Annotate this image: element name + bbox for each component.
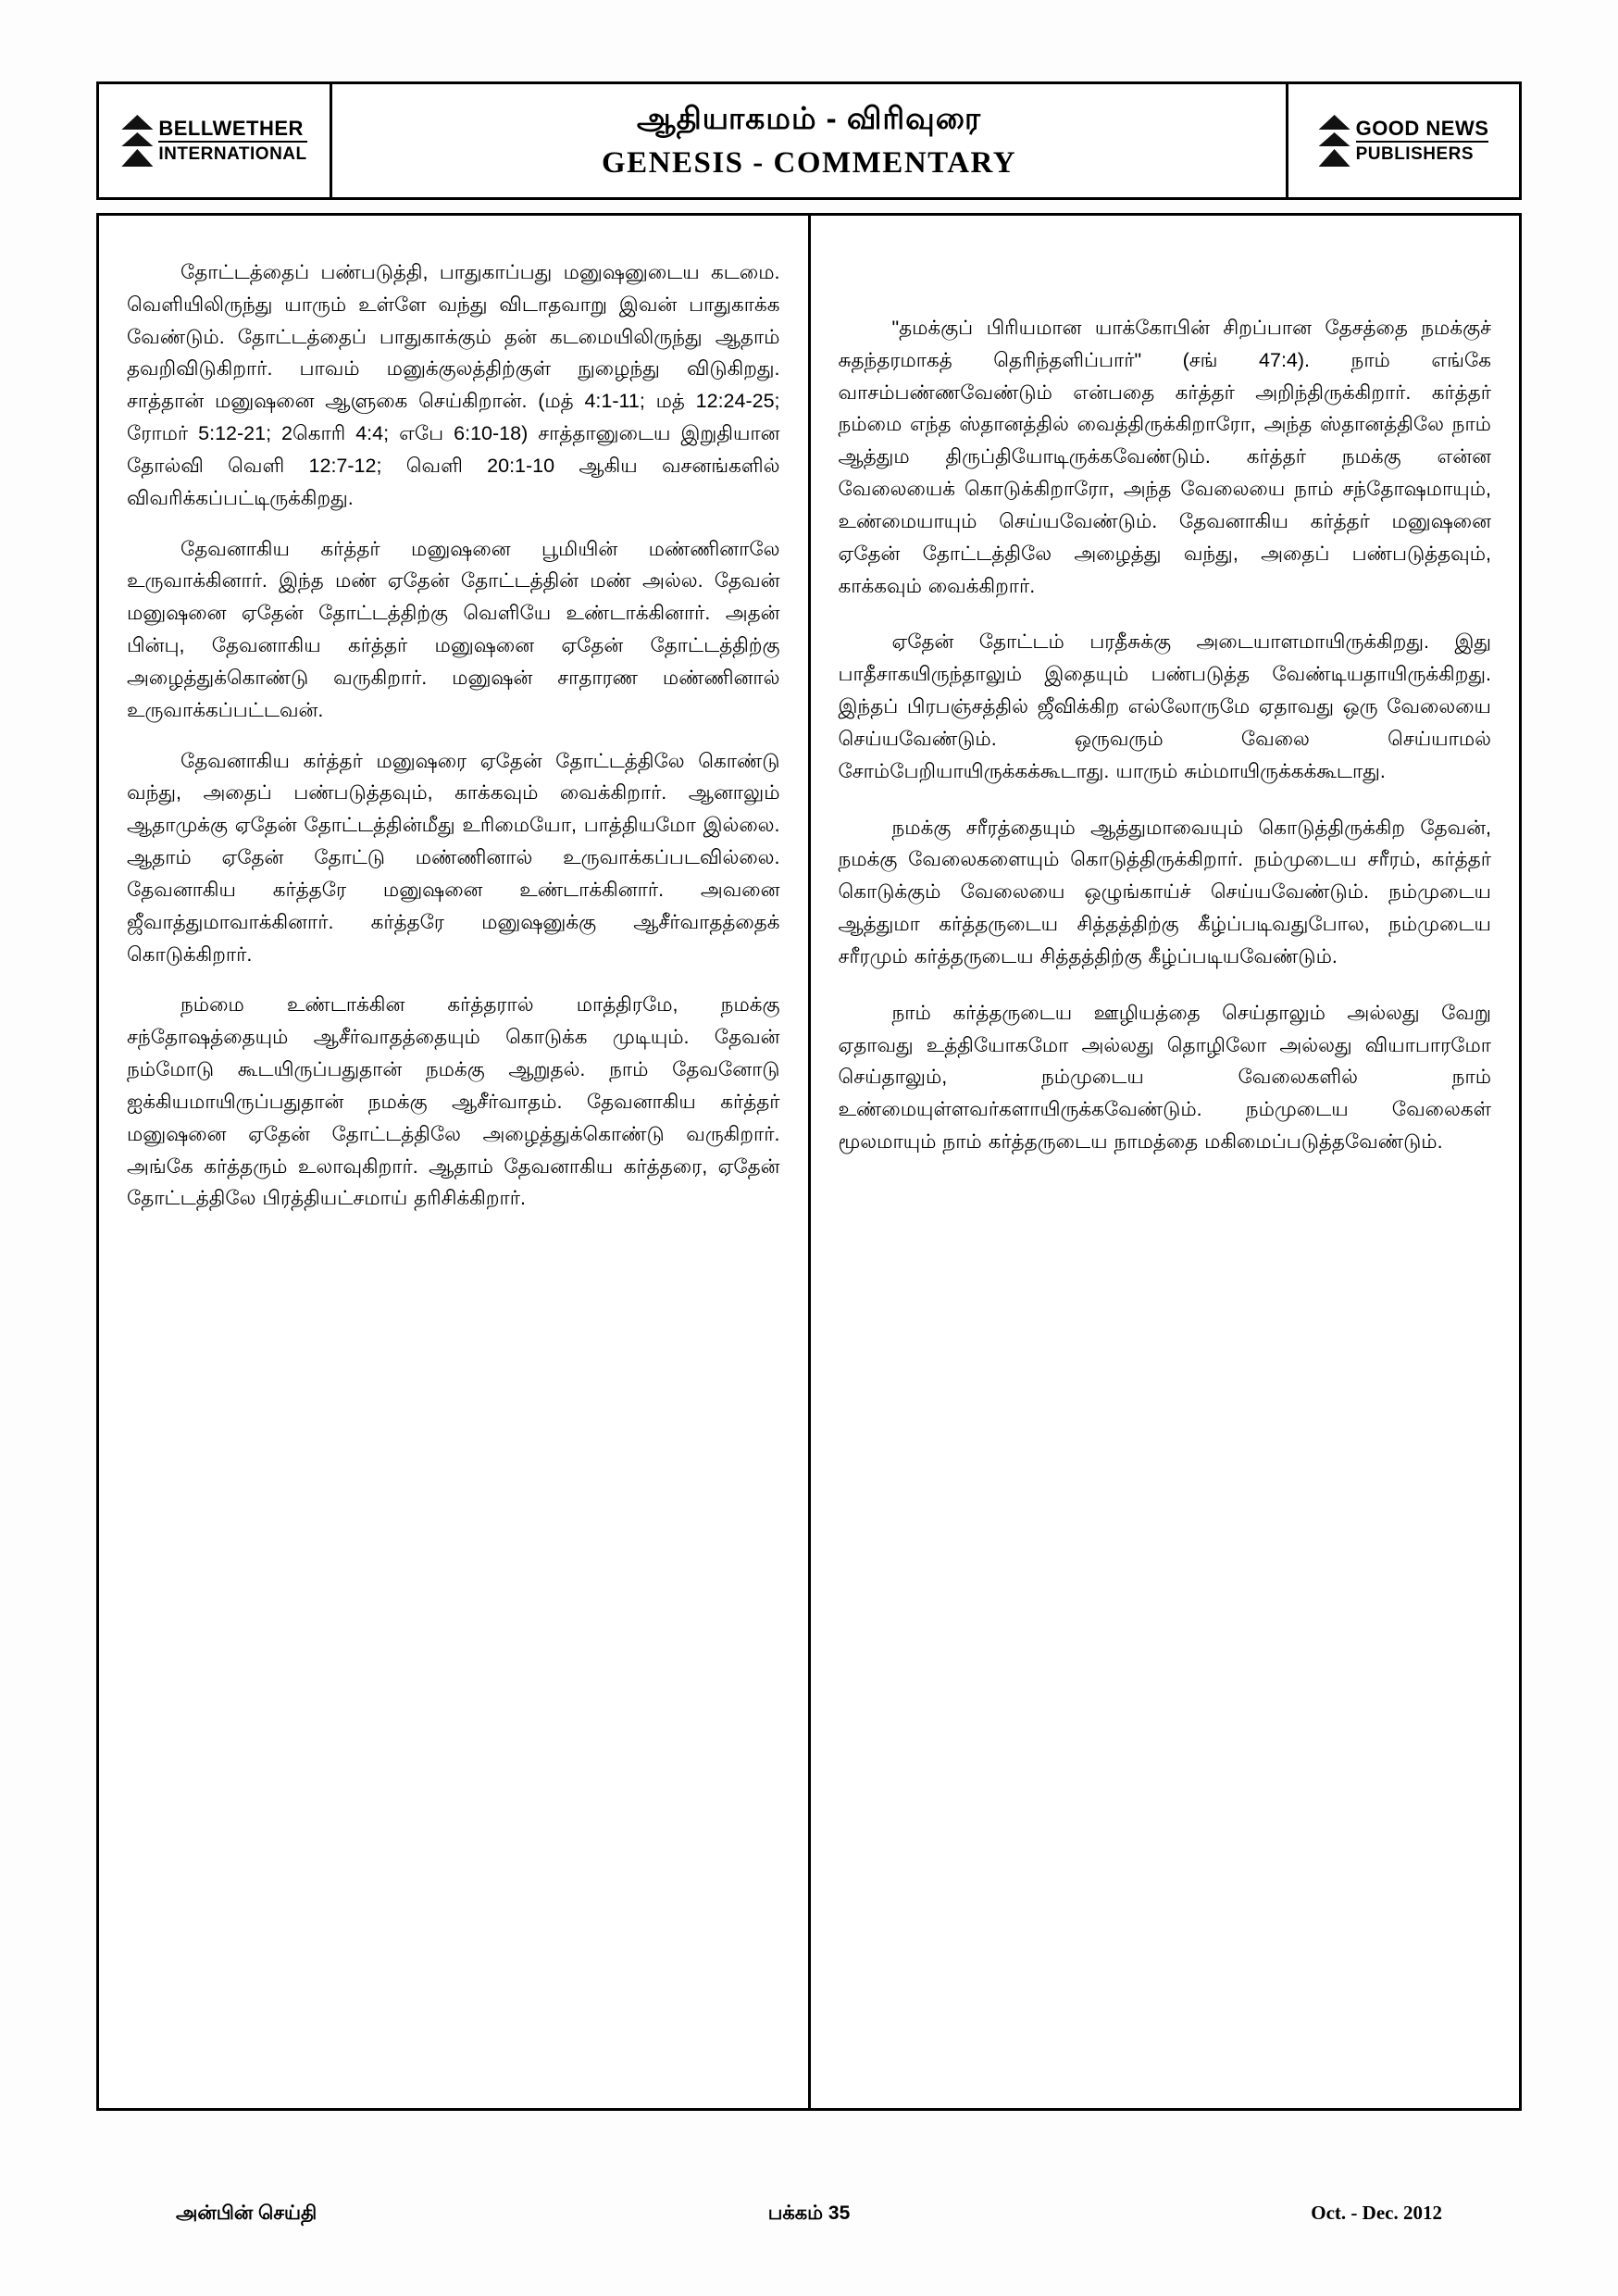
left-column bbox=[99, 216, 811, 2108]
bellwether-logo bbox=[99, 84, 332, 197]
footer-issue-date: Oct. - Dec. 2012 bbox=[1311, 2202, 1442, 2224]
bellwether-logo-line2: INTERNATIONAL bbox=[158, 144, 307, 165]
bellwether-logo-line1: BELLWETHER bbox=[158, 118, 306, 144]
bell-tower-icon bbox=[121, 115, 153, 167]
good-news-publishers-logo bbox=[1286, 84, 1519, 197]
footer-page-number: பக்கம் 35 bbox=[767, 2202, 851, 2224]
page-header bbox=[96, 81, 1522, 200]
article-body bbox=[96, 213, 1522, 2111]
paragraph: ஏதேன் தோட்டம் பரதீசுக்கு அடையாளமாயிருக்கிறது. இது பாதீசாகயிருந்தாலும் இதையும் பண்படுத்த வேண்டியதாயிருக்கிறது. இந்தப் பிரபஞ்சத்தில் ஜீவிக்கிற எல்லோருமே ஏதாவது ஒரு வேலையை செய்யவேண்டும். ஒருவரும் வேலை செய்யாமல் சோம்பேறியாயிருக்கக்கூடாது. யாரும் சும்மாயிருக்கக்கூடாது. bbox=[838, 630, 1491, 782]
page-title bbox=[332, 84, 1286, 197]
paragraph: "தமக்குப் பிரியமான யாக்கோபின் சிறப்பான தேசத்தை நமக்குச் சுதந்தரமாகத் தெரிந்தளிப்பார்" (சங் 47:4). நாம் எங்கே வாசம்பண்ணவேண்டும் என்பதை கர்த்தர் அறிந்திருக்கிறார். கர்த்தர் நம்மை எந்த ஸ்தானத்தில் வைத்திருக்கிறாரோ, அந்த ஸ்தானத்திலே நாம் ஆத்தும திருப்தியோடிருக்கவேண்டும். கர்த்தர் நமக்கு என்ன வேலையைக் கொடுக்கிறாரோ, அந்த வேலையை நாம் சந்தோஷமாயும், உண்மையாயும் செய்யவேண்டும். தேவனாகிய கர்த்தர் மனுஷனை ஏதேன் தோட்டத்திலே அழைத்து வந்து, அதைப் பண்படுத்தவும், காக்கவும் வைக்கிறார். bbox=[838, 317, 1491, 597]
paragraph: தேவனாகிய கர்த்தர் மனுஷனை பூமியின் மண்ணினாலே உருவாக்கினார். இந்த மண் ஏதேன் தோட்டத்தின் மண் அல்ல. தேவன் மனுஷனை ஏதேன் தோட்டத்திற்கு வெளியே உண்டாக்கினார். அதன் பின்பு, தேவனாகிய கர்த்தர் மனுஷனை ஏதேன் தோட்டத்திற்கு அழைத்துக்கொண்டு வருகிறார். மனுஷன் சாதாரண மண்ணினால் உருவாக்கப்பட்டவன். bbox=[127, 537, 780, 721]
paragraph: தேவனாகிய கர்த்தர் மனுஷரை ஏதேன் தோட்டத்திலே கொண்டு வந்து, அதைப் பண்படுத்தவும், காக்கவும் வைக்கிறார். ஆனாலும் ஆதாமுக்கு ஏதேன் தோட்டத்தின்மீது உரிமையோ, பாத்தியமோ இல்லை. ஆதாம் ஏதேன் தோட்டு மண்ணினால் உருவாக்கப்படவில்லை. தேவனாகிய கர்த்தரே மனுஷனை உண்டாக்கினார். அவனை ஜீவாத்துமாவாக்கினார். கர்த்தரே மனுஷனுக்கு ஆசீர்வாதத்தைக் கொடுக்கிறார். bbox=[127, 749, 780, 966]
page-sheet bbox=[96, 81, 1522, 2220]
title-tamil: ஆதியாகமம் - விரிவுரை bbox=[636, 101, 981, 135]
paragraph: நம்மை உண்டாக்கின கர்த்தரால் மாத்திரமே, நமக்கு சந்தோஷத்தையும் ஆசீர்வாதத்தையும் கொடுக்க முடியும். தேவன் நம்மோடு கூடயிருப்பதுதான் நமக்கு ஆறுதல். நாம் தேவனோடு ஐக்கியமாயிருப்பதுதான் நமக்கு ஆசீர்வாதம். தேவனாகிய கர்த்தர் மனுஷனை ஏதேன் தோட்டத்திலே அழைத்துக்கொண்டு வருகிறார். அங்கே கர்த்தரும் உலாவுகிறார். ஆதாம் தேவனாகிய கர்த்தரை, ஏதேன் தோட்டத்திலே பிரத்தியட்சமாய் தரிசிக்கிறார். bbox=[127, 993, 780, 1210]
paragraph: நமக்கு சரீரத்தையும் ஆத்துமாவையும் கொடுத்திருக்கிற தேவன், நமக்கு வேலைகளையும் கொடுத்திருக்கிறார். நம்முடைய சரீரம், கர்த்தர் கொடுக்கும் வேலையை ஒழுங்காய்ச் செய்யவேண்டும். நம்முடைய ஆத்துமா கர்த்தருடைய சித்தத்திற்கு கீழ்ப்படிவதுபோல, நம்முடைய சரீரமும் கர்த்தருடைய சித்தத்திற்கு கீழ்ப்படியவேண்டும். bbox=[838, 816, 1491, 967]
right-column bbox=[811, 216, 1520, 2108]
publisher-logo-line2: PUBLISHERS bbox=[1355, 144, 1475, 165]
paragraph: நாம் கர்த்தருடைய ஊழியத்தை செய்தாலும் அல்லது வேறு ஏதாவது உத்தியோகமோ அல்லது தொழிலோ அல்லது வியாபாரமோ செய்தாலும், நம்முடைய வேலைகளில் நாம் உண்மையுள்ளவர்களாயிருக்கவேண்டும். நம்முடைய வேலைகள் மூலமாயும் நாம் கர்த்தருடைய நாமத்தை மகிமைப்படுத்தவேண்டும். bbox=[838, 1001, 1491, 1154]
page-footer bbox=[96, 2202, 1522, 2227]
paragraph: தோட்டத்தைப் பண்படுத்தி, பாதுகாப்பது மனுஷனுடைய கடமை. வெளியிலிருந்து யாரும் உள்ளே வந்து விடாதவாறு இவன் பாதுகாக்க வேண்டும். தோட்டத்தைப் பாதுகாக்கும் தன் கடமையிலிருந்து ஆதாம் தவறிவிடுகிறார். பாவம் மனுக்குலத்திற்குள் நுழைந்து விடுகிறது. சாத்தான் மனுஷனை ஆளுகை செய்கிறான். (மத் 4:1-11; மத் 12:24-25; ரோமர் 5:12-21; 2கொரி 4:4; எபே 6:10-18) சாத்தானுடைய இறுதியான தோல்வி வெளி 12:7-12; வெளி 20:1-10 ஆகிய வசனங்களில் விவரிக்கப்பட்டிருக்கிறது. bbox=[127, 261, 780, 509]
publisher-logo-line1: GOOD NEWS bbox=[1356, 118, 1489, 144]
tower-icon bbox=[1319, 115, 1350, 167]
title-english: GENESIS - COMMENTARY bbox=[601, 146, 1017, 180]
footer-publication-name: அன்பின் செய்தி bbox=[176, 2202, 317, 2224]
